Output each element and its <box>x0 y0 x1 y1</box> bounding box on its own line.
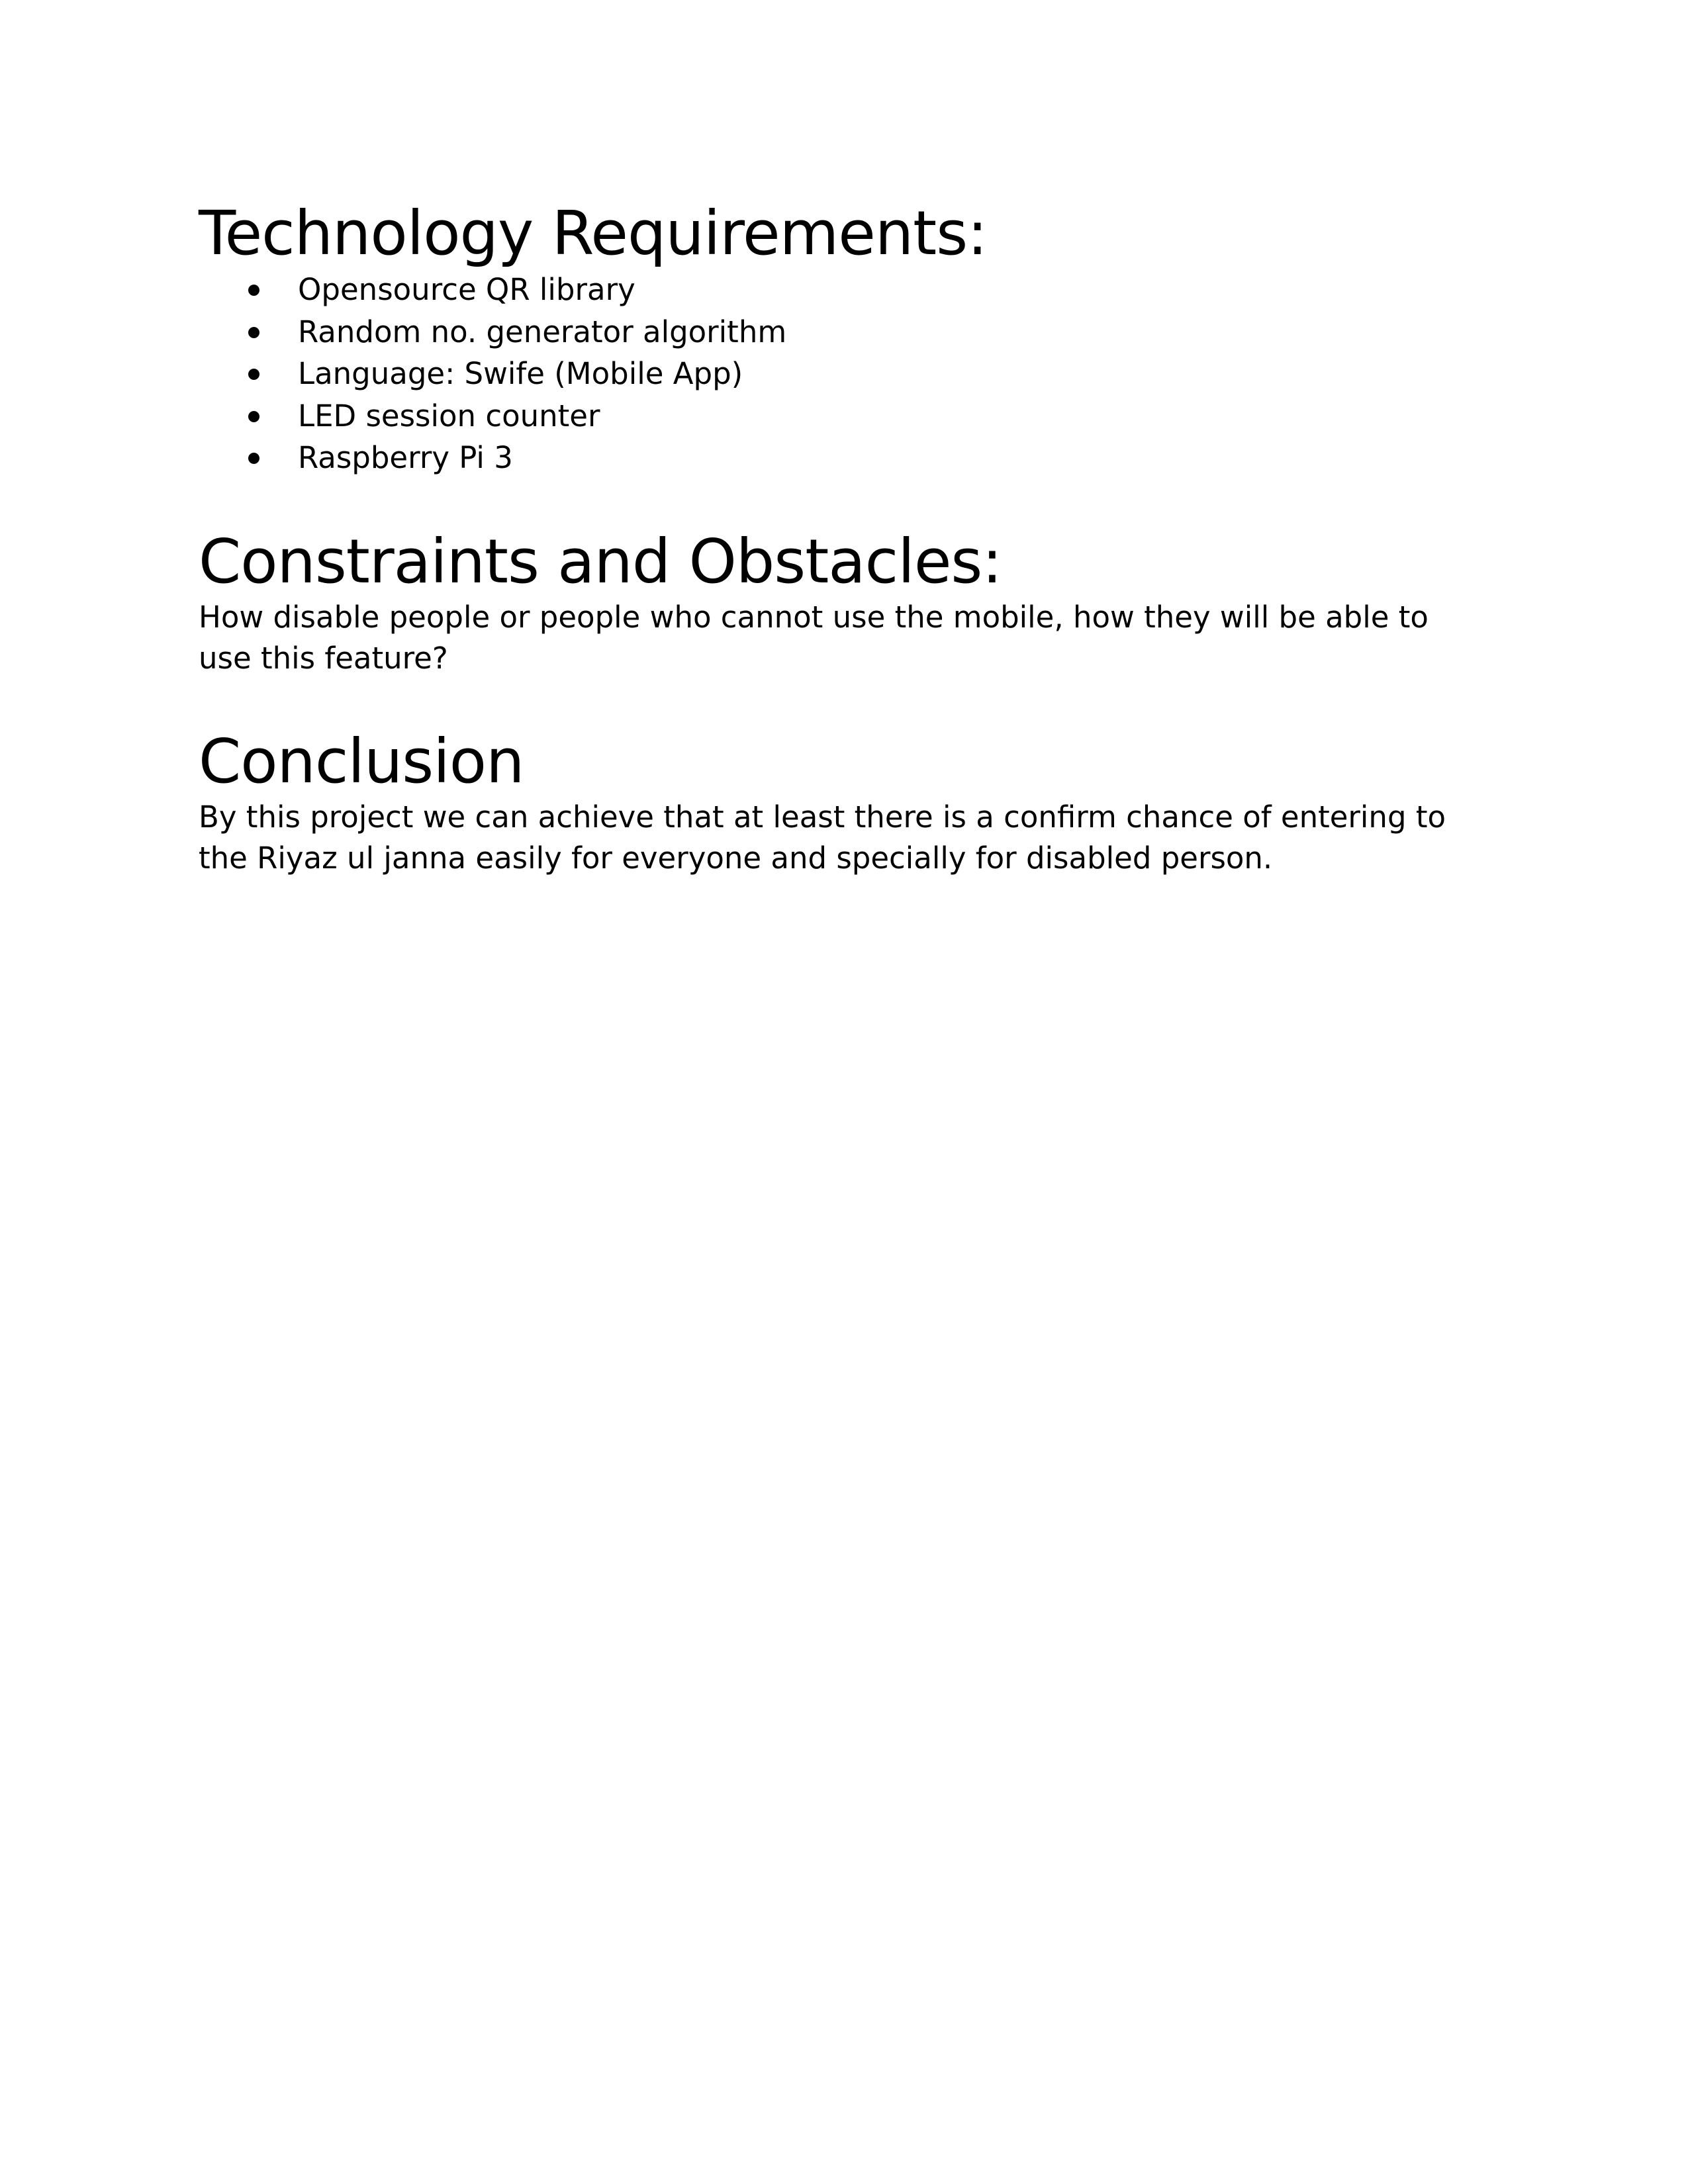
constraints-paragraph: How disable people or people who cannot use the mobile, how they will be able to use this feature? <box>199 599 1429 676</box>
list-item <box>199 437 1489 479</box>
constraints-section <box>199 527 1489 679</box>
technology-requirements-section <box>199 199 1489 479</box>
bullet-icon <box>248 411 259 422</box>
list-item-text: Language: Swife (Mobile App) <box>298 356 743 391</box>
technology-requirements-heading: Technology Requirements: <box>199 198 988 269</box>
list-item-text: Random no. generator algorithm <box>298 314 787 349</box>
list-item-text: Opensource QR library <box>298 272 635 307</box>
list-item <box>199 269 1489 311</box>
conclusion-section <box>199 727 1489 879</box>
constraints-heading: Constraints and Obstacles: <box>199 525 1002 597</box>
list-item <box>199 353 1489 395</box>
bullet-icon <box>248 453 259 464</box>
bullet-icon <box>248 369 259 380</box>
technology-requirements-list <box>199 269 1489 479</box>
bullet-icon <box>248 285 259 296</box>
conclusion-heading: Conclusion <box>199 725 524 797</box>
list-item <box>199 311 1489 353</box>
conclusion-paragraph: By this project we can achieve that at least there is a confirm chance of entering to the Riyaz ul janna easily for everyone and specially for disabled person. <box>199 799 1446 876</box>
document-page <box>199 199 1489 879</box>
list-item-text: LED session counter <box>298 398 600 433</box>
bullet-icon <box>248 327 259 338</box>
list-item-text: Raspberry Pi 3 <box>298 440 513 475</box>
list-item <box>199 395 1489 437</box>
